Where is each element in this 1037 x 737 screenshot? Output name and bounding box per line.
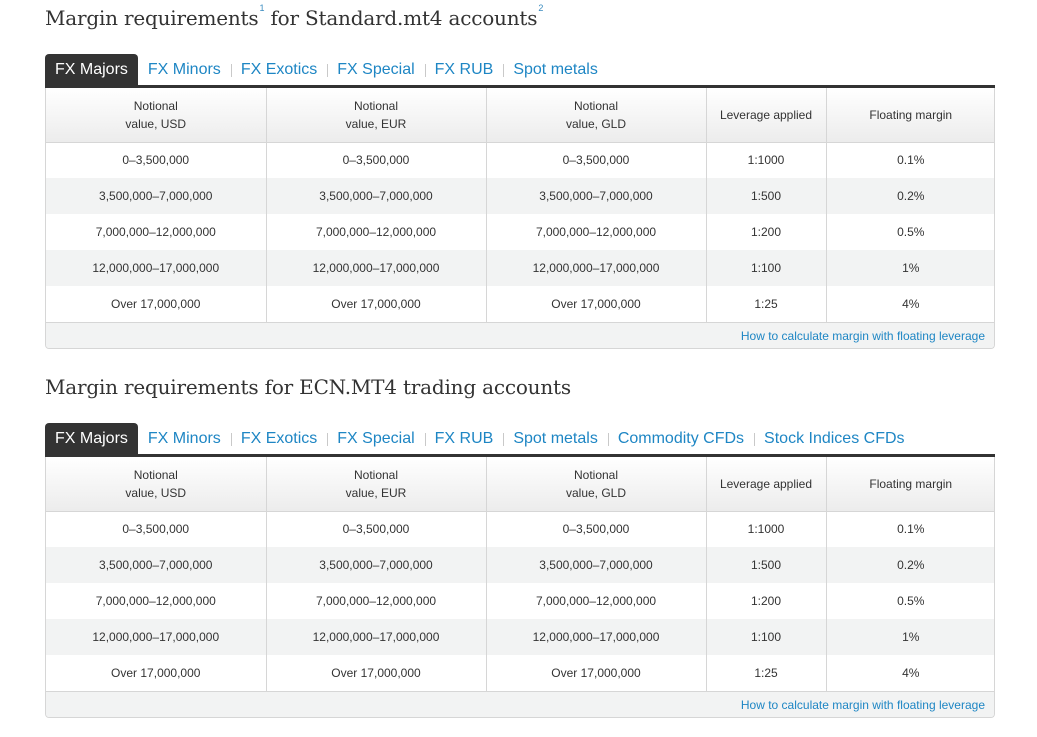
cell-gld: 7,000,000–12,000,000 xyxy=(486,583,706,619)
ecn-margin-table xyxy=(45,457,995,718)
cell-usd: 12,000,000–17,000,000 xyxy=(46,250,266,286)
cell-floating: 4% xyxy=(902,666,920,680)
cell-eur: 3,500,000–7,000,000 xyxy=(266,547,486,583)
cell-usd: 0–3,500,000 xyxy=(46,142,266,178)
header-notional-usd: Notional value, USD xyxy=(46,457,266,511)
cell-eur: Over 17,000,000 xyxy=(266,655,486,691)
tab-fx-exotics[interactable]: FX Exotics xyxy=(231,423,327,454)
cell-eur: 7,000,000–12,000,000 xyxy=(266,214,486,250)
cell-eur: 3,500,000–7,000,000 xyxy=(266,178,486,214)
cell-leverage: 1:25 xyxy=(706,655,826,691)
cell-gld: 0–3,500,000 xyxy=(486,511,706,547)
cell-eur: 12,000,000–17,000,000 xyxy=(266,250,486,286)
cell-floating: 0.2% xyxy=(826,547,995,583)
cell-usd: 0–3,500,000 xyxy=(46,511,266,547)
cell-leverage: 1:1000 xyxy=(706,142,826,178)
header-notional-eur: Notional value, EUR xyxy=(266,88,486,142)
table-row xyxy=(46,583,995,619)
floating-leverage-link[interactable]: How to calculate margin with floating leverage xyxy=(740,328,985,343)
cell-eur: 7,000,000–12,000,000 xyxy=(266,583,486,619)
table-header-row xyxy=(46,88,995,142)
cell-leverage: 1:25 xyxy=(706,286,826,322)
cell-usd: Over 17,000,000 xyxy=(46,655,266,691)
table-footer xyxy=(46,322,994,348)
ecn-tabs xyxy=(45,423,995,457)
tab-spot-metals[interactable]: Spot metals xyxy=(503,54,607,85)
header-notional-eur: Notional value, EUR xyxy=(266,457,486,511)
cell-gld: Over 17,000,000 xyxy=(486,286,706,322)
cell-gld: 7,000,000–12,000,000 xyxy=(486,214,706,250)
standard-section xyxy=(45,0,995,349)
standard-margin-table xyxy=(45,88,995,349)
ecn-title: Margin requirements for ECN.MT4 trading accounts xyxy=(45,375,571,399)
cell-leverage: 1:500 xyxy=(706,547,826,583)
tab-fx-exotics[interactable]: FX Exotics xyxy=(231,54,327,85)
cell-leverage: 1:100 xyxy=(706,619,826,655)
standard-tabs xyxy=(45,54,995,88)
cell-floating: 1% xyxy=(826,250,995,286)
cell-gld: 3,500,000–7,000,000 xyxy=(486,178,706,214)
table-row xyxy=(46,250,995,286)
footnote-1[interactable]: 1 xyxy=(259,3,265,13)
table-footer xyxy=(46,691,994,717)
table-row xyxy=(46,178,995,214)
cell-floating: 0.1% xyxy=(897,522,925,537)
cell-eur: 0–3,500,000 xyxy=(266,142,486,178)
tab-fx-majors[interactable]: FX Majors xyxy=(45,54,138,85)
cell-leverage: 1:200 xyxy=(706,583,826,619)
table-row xyxy=(46,511,995,547)
footnote-2[interactable]: 2 xyxy=(538,3,544,13)
header-notional-usd: Notional value, USD xyxy=(46,88,266,142)
header-floating-margin: Floating margin xyxy=(826,457,995,511)
table-row xyxy=(46,655,995,691)
cell-usd: Over 17,000,000 xyxy=(46,286,266,322)
table-row xyxy=(46,547,995,583)
cell-eur: 12,000,000–17,000,000 xyxy=(266,619,486,655)
header-leverage: Leverage applied xyxy=(706,457,826,511)
cell-usd: 12,000,000–17,000,000 xyxy=(46,619,266,655)
cell-usd: 3,500,000–7,000,000 xyxy=(46,547,266,583)
header-notional-gld: Notional value, GLD xyxy=(486,457,706,511)
cell-floating: 0.5% xyxy=(897,594,925,608)
header-leverage: Leverage applied xyxy=(706,88,826,142)
cell-leverage: 1:500 xyxy=(706,178,826,214)
tab-fx-special[interactable]: FX Special xyxy=(327,423,424,454)
cell-gld: 12,000,000–17,000,000 xyxy=(486,250,706,286)
cell-gld: 12,000,000–17,000,000 xyxy=(486,619,706,655)
floating-leverage-link[interactable]: How to calculate margin with floating leverage xyxy=(740,697,985,712)
tab-fx-special[interactable]: FX Special xyxy=(327,54,424,85)
standard-title: Margin requirements$^1$ for Standard.mt4 accounts$^2$ xyxy=(45,3,544,30)
tab-fx-rub[interactable]: FX RUB xyxy=(425,423,504,454)
tab-fx-rub[interactable]: FX RUB xyxy=(425,54,504,85)
cell-gld: Over 17,000,000 xyxy=(486,655,706,691)
table-row xyxy=(46,619,995,655)
cell-gld: 0–3,500,000 xyxy=(486,142,706,178)
table-row xyxy=(46,286,995,322)
cell-leverage: 1:200 xyxy=(706,214,826,250)
table-header-row xyxy=(46,457,995,511)
cell-floating: 4% xyxy=(902,297,920,311)
tab-fx-minors[interactable]: FX Minors xyxy=(147,429,221,447)
tab-fx-minors[interactable]: FX Minors xyxy=(147,60,221,78)
cell-usd: 3,500,000–7,000,000 xyxy=(46,178,266,214)
cell-floating: 0.2% xyxy=(826,178,995,214)
cell-leverage: 1:100 xyxy=(706,250,826,286)
cell-usd: 7,000,000–12,000,000 xyxy=(46,214,266,250)
cell-eur: 0–3,500,000 xyxy=(266,511,486,547)
cell-floating: 0.1% xyxy=(897,153,925,168)
cell-eur: Over 17,000,000 xyxy=(266,286,486,322)
cell-floating: 0.5% xyxy=(897,225,925,239)
header-notional-gld: Notional value, GLD xyxy=(486,88,706,142)
table-row xyxy=(46,142,995,178)
ecn-section xyxy=(45,369,995,718)
tab-stock-indices-cfds[interactable]: Stock Indices CFDs xyxy=(754,423,914,454)
cell-floating: 1% xyxy=(826,619,995,655)
table-row xyxy=(46,214,995,250)
tab-spot-metals[interactable]: Spot metals xyxy=(503,423,607,454)
cell-gld: 3,500,000–7,000,000 xyxy=(486,547,706,583)
tab-commodity-cfds[interactable]: Commodity CFDs xyxy=(608,423,754,454)
tab-fx-majors[interactable]: FX Majors xyxy=(45,423,138,454)
cell-leverage: 1:1000 xyxy=(706,511,826,547)
cell-usd: 7,000,000–12,000,000 xyxy=(46,583,266,619)
header-floating-margin: Floating margin xyxy=(826,88,995,142)
